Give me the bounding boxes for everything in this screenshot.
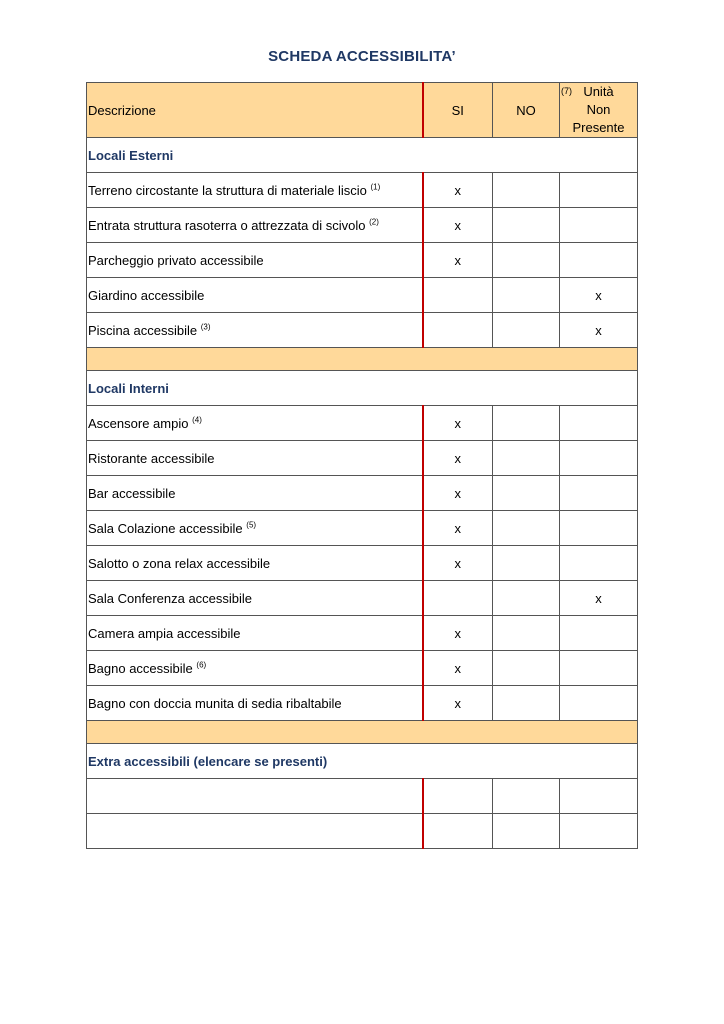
row-description <box>87 651 423 686</box>
cell-non-presente <box>560 243 638 278</box>
cell-no <box>493 616 560 651</box>
section-locali-interni <box>87 371 638 406</box>
row-footnote: (3) <box>200 322 211 332</box>
header-si: SI <box>423 83 493 138</box>
row-description <box>87 243 423 278</box>
cell-si: x <box>423 441 493 476</box>
row-description <box>87 686 423 721</box>
cell-no <box>493 406 560 441</box>
page-title: SCHEDA ACCESSIBILITA’ <box>268 48 456 65</box>
cell-non-presente <box>560 651 638 686</box>
row-label: Sala Conferenza accessibile <box>88 590 253 606</box>
row-description <box>87 278 423 313</box>
cell-no <box>493 651 560 686</box>
table-row <box>87 278 638 313</box>
cell-non-presente <box>560 814 638 849</box>
row-footnote: (5) <box>246 520 257 530</box>
cell-non-presente <box>560 173 638 208</box>
cell-no <box>493 581 560 616</box>
table-row <box>87 581 638 616</box>
row-description <box>87 476 423 511</box>
header-unita-non-presente <box>560 83 638 138</box>
rows-locali-esterni <box>87 173 638 348</box>
row-label: Bagno con doccia munita di sedia ribaltabile <box>88 695 342 711</box>
cell-si: x <box>423 173 493 208</box>
header-no: NO <box>493 83 560 138</box>
header-unita-line1: Unità <box>583 84 614 99</box>
section-title: Locali Interni <box>87 371 638 406</box>
cell-si <box>423 278 493 313</box>
cell-si: x <box>423 243 493 278</box>
row-footnote: (2) <box>369 217 379 227</box>
row-label: Entrata struttura rasoterra o attrezzata di scivolo <box>88 217 366 233</box>
row-label: Camera ampia accessibile <box>88 625 241 641</box>
row-label: Ristorante accessibile <box>88 450 215 466</box>
section-extra-accessibili <box>87 744 638 779</box>
accessibility-table <box>86 82 638 849</box>
cell-non-presente <box>560 406 638 441</box>
cell-no <box>493 511 560 546</box>
row-label: Bagno accessibile <box>88 660 193 676</box>
table-row <box>87 208 638 243</box>
cell-no <box>493 208 560 243</box>
row-description <box>87 441 423 476</box>
row-footnote: (4) <box>192 415 202 425</box>
cell-non-presente <box>560 511 638 546</box>
header-descrizione: Descrizione <box>87 83 423 138</box>
table-row <box>87 779 638 814</box>
row-description <box>87 173 423 208</box>
separator-cell <box>87 348 638 371</box>
table-header <box>87 83 638 138</box>
cell-non-presente <box>560 208 638 243</box>
cell-si <box>423 779 493 814</box>
table-row <box>87 651 638 686</box>
row-description <box>87 779 423 814</box>
section-separator <box>87 721 638 744</box>
row-label: Terreno circostante la struttura di materiale liscio <box>88 182 367 198</box>
header-unita-line2: Non <box>586 102 611 117</box>
cell-no <box>493 686 560 721</box>
rows-locali-interni <box>87 406 638 721</box>
cell-no <box>493 814 560 849</box>
row-description <box>87 208 423 243</box>
table-row <box>87 546 638 581</box>
separator-cell <box>87 721 638 744</box>
row-description <box>87 406 423 441</box>
rows-extra-accessibili <box>87 779 638 849</box>
cell-non-presente <box>560 779 638 814</box>
cell-non-presente <box>560 441 638 476</box>
cell-no <box>493 441 560 476</box>
row-label: Giardino accessibile <box>88 287 205 303</box>
cell-non-presente: x <box>560 313 638 348</box>
row-description <box>87 814 423 849</box>
row-label: Bar accessibile <box>88 485 176 501</box>
cell-si <box>423 581 493 616</box>
cell-si: x <box>423 511 493 546</box>
row-label: Sala Colazione accessibile <box>88 520 243 536</box>
cell-si: x <box>423 651 493 686</box>
row-label: Piscina accessibile <box>88 322 198 338</box>
row-description <box>87 546 423 581</box>
cell-no <box>493 243 560 278</box>
cell-no <box>493 546 560 581</box>
cell-si <box>423 313 493 348</box>
table-row <box>87 686 638 721</box>
table-row <box>87 243 638 278</box>
section-separator <box>87 348 638 371</box>
table-row <box>87 476 638 511</box>
section-title: Locali Esterni <box>87 138 638 173</box>
row-footnote: (1) <box>370 182 381 192</box>
cell-no <box>493 779 560 814</box>
row-label: Ascensore ampio <box>88 415 189 431</box>
cell-si <box>423 814 493 849</box>
header-note-7: (7) <box>561 86 572 96</box>
cell-no <box>493 476 560 511</box>
table-row <box>87 441 638 476</box>
row-footnote: (6) <box>196 660 207 670</box>
table-row <box>87 616 638 651</box>
cell-no <box>493 173 560 208</box>
cell-non-presente <box>560 616 638 651</box>
table-row <box>87 173 638 208</box>
row-description <box>87 616 423 651</box>
cell-si: x <box>423 686 493 721</box>
cell-non-presente <box>560 476 638 511</box>
cell-si: x <box>423 616 493 651</box>
section-locali-esterni <box>87 138 638 173</box>
cell-no <box>493 313 560 348</box>
table-row <box>87 814 638 849</box>
row-description <box>87 511 423 546</box>
cell-si: x <box>423 406 493 441</box>
row-description <box>87 581 423 616</box>
cell-non-presente <box>560 686 638 721</box>
row-label: Parcheggio privato accessibile <box>88 252 264 268</box>
table-row <box>87 511 638 546</box>
table-row <box>87 313 638 348</box>
cell-si: x <box>423 208 493 243</box>
header-unita-line3: Presente <box>572 120 625 135</box>
cell-non-presente <box>560 546 638 581</box>
section-title: Extra accessibili (elencare se presenti) <box>87 744 638 779</box>
cell-non-presente: x <box>560 581 638 616</box>
row-label: Salotto o zona relax accessibile <box>88 555 271 571</box>
cell-si: x <box>423 476 493 511</box>
cell-no <box>493 278 560 313</box>
row-description <box>87 313 423 348</box>
table-row <box>87 406 638 441</box>
cell-non-presente: x <box>560 278 638 313</box>
cell-si: x <box>423 546 493 581</box>
